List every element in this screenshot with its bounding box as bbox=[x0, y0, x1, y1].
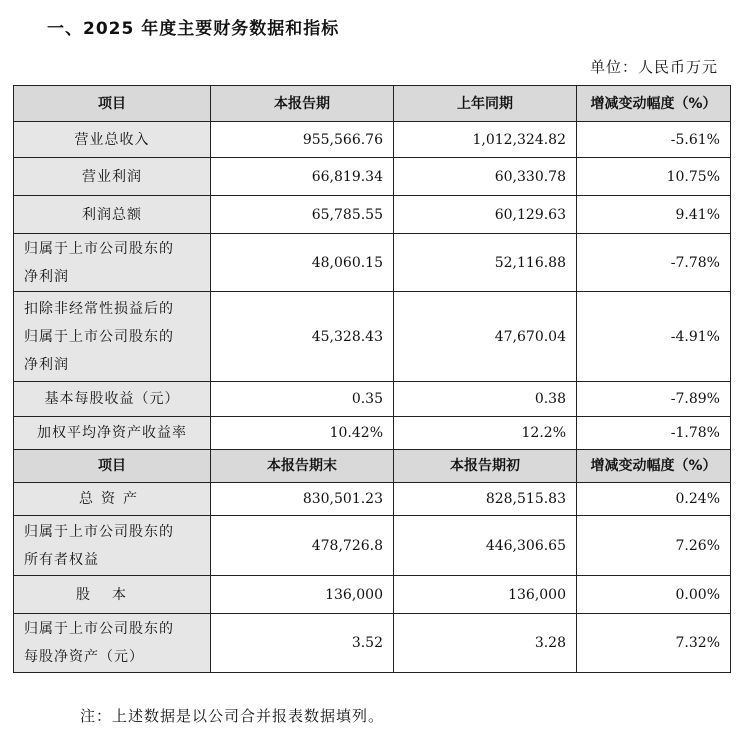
cell-prior: 12.2% bbox=[394, 417, 577, 450]
item-label-line: 基本每股收益（元） bbox=[44, 391, 180, 407]
header-current: 本报告期末 bbox=[211, 450, 394, 483]
table-row bbox=[14, 158, 731, 196]
cell-prior: 47,670.04 bbox=[394, 292, 577, 382]
cell-prior: 0.38 bbox=[394, 382, 577, 417]
cell-current: 10.42% bbox=[211, 417, 394, 450]
cell-current: 66,819.34 bbox=[211, 158, 394, 196]
cell-current: 830,501.23 bbox=[211, 483, 394, 516]
cell-prior: 60,129.63 bbox=[394, 196, 577, 234]
cell-change: -5.61% bbox=[577, 122, 731, 158]
row-item-label bbox=[14, 382, 211, 417]
cell-prior: 1,012,324.82 bbox=[394, 122, 577, 158]
table-row bbox=[14, 196, 731, 234]
cell-change: 9.41% bbox=[577, 196, 731, 234]
cell-prior: 3.28 bbox=[394, 614, 577, 673]
row-item-label bbox=[14, 196, 211, 234]
item-label-line: 营业总收入 bbox=[74, 131, 150, 148]
row-item-label bbox=[14, 516, 211, 576]
item-label-line: 归属于上市公司股东的 bbox=[24, 523, 174, 540]
cell-prior: 446,306.65 bbox=[394, 516, 577, 576]
table-row bbox=[14, 234, 731, 292]
item-label-line: 净利润 bbox=[24, 268, 69, 285]
cell-change: 7.32% bbox=[577, 614, 731, 673]
cell-current: 136,000 bbox=[211, 576, 394, 614]
item-label-line: 加权平均净资产收益率 bbox=[37, 425, 187, 441]
cell-current: 955,566.76 bbox=[211, 122, 394, 158]
item-label-line: 扣除非经常性损益后的 bbox=[24, 300, 174, 317]
financial-table bbox=[13, 85, 731, 673]
cell-current: 45,328.43 bbox=[211, 292, 394, 382]
cell-current: 48,060.15 bbox=[211, 234, 394, 292]
cell-change: 10.75% bbox=[577, 158, 731, 196]
item-label-line: 所有者权益 bbox=[24, 551, 99, 568]
row-item-label bbox=[14, 417, 211, 450]
row-item-label bbox=[14, 576, 211, 614]
header-change: 增减变动幅度（%） bbox=[577, 450, 731, 483]
cell-prior: 60,330.78 bbox=[394, 158, 577, 196]
item-label-line: 归属于上市公司股东的 bbox=[24, 328, 174, 345]
cell-change: 0.24% bbox=[577, 483, 731, 516]
row-item-label bbox=[14, 292, 211, 382]
table-row bbox=[14, 122, 731, 158]
item-label-line: 净利润 bbox=[24, 356, 69, 373]
cell-current: 0.35 bbox=[211, 382, 394, 417]
item-label-line: 归属于上市公司股东的 bbox=[24, 621, 174, 637]
unit-label: 单位：人民币万元 bbox=[589, 58, 718, 76]
cell-current: 3.52 bbox=[211, 614, 394, 673]
header-item: 项目 bbox=[14, 450, 211, 483]
cell-change: 0.00% bbox=[577, 576, 731, 614]
header-change: 增减变动幅度（%） bbox=[577, 86, 731, 122]
cell-change: 7.26% bbox=[577, 516, 731, 576]
cell-current: 478,726.8 bbox=[211, 516, 394, 576]
cell-change: -4.91% bbox=[577, 292, 731, 382]
header-row bbox=[14, 450, 731, 483]
table-row bbox=[14, 292, 731, 382]
row-item-label bbox=[14, 614, 211, 673]
item-label-line: 股本 bbox=[76, 586, 148, 603]
header-item: 项目 bbox=[14, 86, 211, 122]
table-row bbox=[14, 382, 731, 417]
item-label-line: 每股净资产（元） bbox=[24, 649, 144, 665]
header-current: 本报告期 bbox=[211, 86, 394, 122]
page-title: 一、2025 年度主要财务数据和指标 bbox=[47, 19, 340, 39]
item-label-line: 营业利润 bbox=[82, 168, 142, 185]
table-row bbox=[14, 417, 731, 450]
item-label-line: 总资产 bbox=[79, 491, 145, 507]
item-label-line: 归属于上市公司股东的 bbox=[24, 240, 174, 257]
cell-change: -7.89% bbox=[577, 382, 731, 417]
table-row bbox=[14, 483, 731, 516]
table-row bbox=[14, 614, 731, 673]
cell-prior: 136,000 bbox=[394, 576, 577, 614]
item-label-line: 利润总额 bbox=[82, 206, 142, 223]
header-prior: 上年同期 bbox=[394, 86, 577, 122]
cell-prior: 828,515.83 bbox=[394, 483, 577, 516]
table-row bbox=[14, 576, 731, 614]
cell-change: -7.78% bbox=[577, 234, 731, 292]
cell-change: -1.78% bbox=[577, 417, 731, 450]
row-item-label bbox=[14, 158, 211, 196]
header-prior: 本报告期初 bbox=[394, 450, 577, 483]
row-item-label bbox=[14, 122, 211, 158]
row-item-label bbox=[14, 234, 211, 292]
table-row bbox=[14, 516, 731, 576]
row-item-label bbox=[14, 483, 211, 516]
cell-current: 65,785.55 bbox=[211, 196, 394, 234]
header-row bbox=[14, 86, 731, 122]
cell-prior: 52,116.88 bbox=[394, 234, 577, 292]
footnote: 注：上述数据是以公司合并报表数据填列。 bbox=[80, 707, 385, 725]
